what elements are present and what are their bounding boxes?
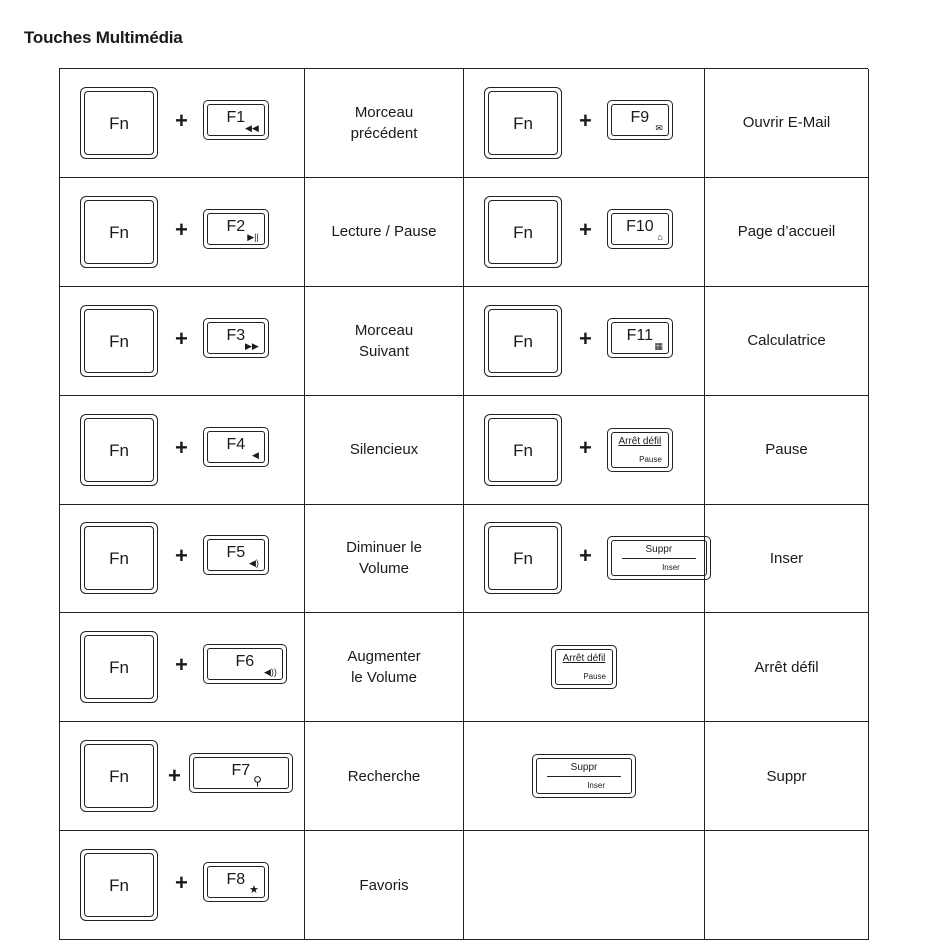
fn-key: Fn	[484, 414, 562, 486]
search-icon: ⚲	[253, 774, 262, 789]
fn-key: Fn	[80, 196, 158, 268]
f1-key: F1 ◀◀	[203, 100, 269, 140]
fn-key: Fn	[80, 631, 158, 703]
scroll-lock-pause-key: Arrêt défil Pause	[607, 428, 673, 472]
combo-cell-f8	[60, 831, 305, 940]
combo-cell-f2	[60, 178, 305, 287]
next-track-icon: ▶▶	[245, 340, 259, 351]
description-cell: Inser	[705, 505, 869, 614]
combo-cell-f1	[60, 69, 305, 178]
fn-key: Fn	[484, 305, 562, 377]
plus-sign: +	[175, 107, 188, 133]
plus-sign: +	[579, 434, 592, 460]
play-pause-icon: ▶||	[247, 231, 259, 242]
f9-key: F9 ✉	[607, 100, 673, 140]
description-cell: Ouvrir E-Mail	[705, 69, 869, 178]
f10-key: F10 ⌂	[607, 209, 673, 249]
f6-key: F6 ◀))	[203, 644, 287, 684]
description-cell: Recherche	[305, 722, 464, 831]
plus-sign: +	[579, 543, 592, 569]
fn-key: Fn	[80, 522, 158, 594]
combo-cell-pause	[464, 396, 705, 505]
description-cell: Suppr	[705, 722, 869, 831]
star-icon: ★	[248, 884, 259, 897]
volume-down-icon: ◀)	[248, 558, 259, 569]
f8-key: F8 ★	[203, 862, 269, 902]
description-cell: Arrêt défil	[705, 613, 869, 722]
mute-icon: ◀	[251, 449, 259, 460]
combo-cell-f9	[464, 69, 705, 178]
combo-cell-f3	[60, 287, 305, 396]
combo-cell-f6	[60, 613, 305, 722]
empty-cell	[705, 831, 869, 940]
delete-key-cell	[464, 722, 705, 831]
plus-sign: +	[175, 325, 188, 351]
description-cell: Lecture / Pause	[305, 178, 464, 287]
f11-key: F11 ▦	[607, 318, 673, 358]
combo-cell-f5	[60, 505, 305, 614]
home-icon: ⌂	[657, 231, 663, 242]
mail-icon: ✉	[655, 122, 663, 133]
fn-key: Fn	[484, 196, 562, 268]
plus-sign: +	[175, 652, 188, 678]
combo-cell-f11	[464, 287, 705, 396]
description-cell: Morceau précédent	[305, 69, 464, 178]
previous-track-icon: ◀◀	[245, 122, 259, 133]
volume-up-icon: ◀))	[263, 667, 277, 678]
delete-insert-key: Suppr Inser	[607, 536, 711, 580]
description-cell: Calculatrice	[705, 287, 869, 396]
multimedia-keys-table	[59, 68, 868, 940]
f5-key: F5 ◀)	[203, 535, 269, 575]
plus-sign: +	[175, 216, 188, 242]
f4-key: F4 ◀	[203, 427, 269, 467]
description-cell: Favoris	[305, 831, 464, 940]
scroll-lock-key-cell	[464, 613, 705, 722]
f2-key: F2 ▶||	[203, 209, 269, 249]
fn-key: Fn	[80, 740, 158, 812]
fn-key: Fn	[80, 305, 158, 377]
scroll-lock-pause-key: Arrêt défil Pause	[551, 645, 617, 689]
plus-sign: +	[168, 763, 181, 789]
description-cell: Diminuer le Volume	[305, 505, 464, 614]
delete-insert-key: Suppr Inser	[532, 754, 636, 798]
combo-cell-insert	[464, 505, 705, 614]
combo-cell-f4	[60, 396, 305, 505]
plus-sign: +	[175, 543, 188, 569]
fn-key: Fn	[80, 849, 158, 921]
fn-key: Fn	[80, 87, 158, 159]
description-cell: Pause	[705, 396, 869, 505]
combo-cell-f10	[464, 178, 705, 287]
fn-key: Fn	[484, 87, 562, 159]
description-cell: Page d’accueil	[705, 178, 869, 287]
f3-key: F3 ▶▶	[203, 318, 269, 358]
fn-key: Fn	[484, 522, 562, 594]
plus-sign: +	[579, 325, 592, 351]
description-cell: Silencieux	[305, 396, 464, 505]
empty-cell	[464, 831, 705, 940]
calculator-icon: ▦	[654, 340, 663, 351]
combo-cell-f7	[60, 722, 305, 831]
description-cell: Morceau Suivant	[305, 287, 464, 396]
description-cell: Augmenter le Volume	[305, 613, 464, 722]
plus-sign: +	[175, 870, 188, 896]
fn-key: Fn	[80, 414, 158, 486]
f7-key: F7 ⚲	[189, 753, 293, 793]
plus-sign: +	[579, 216, 592, 242]
plus-sign: +	[579, 107, 592, 133]
plus-sign: +	[175, 434, 188, 460]
page-title: Touches Multimédia	[24, 28, 183, 47]
